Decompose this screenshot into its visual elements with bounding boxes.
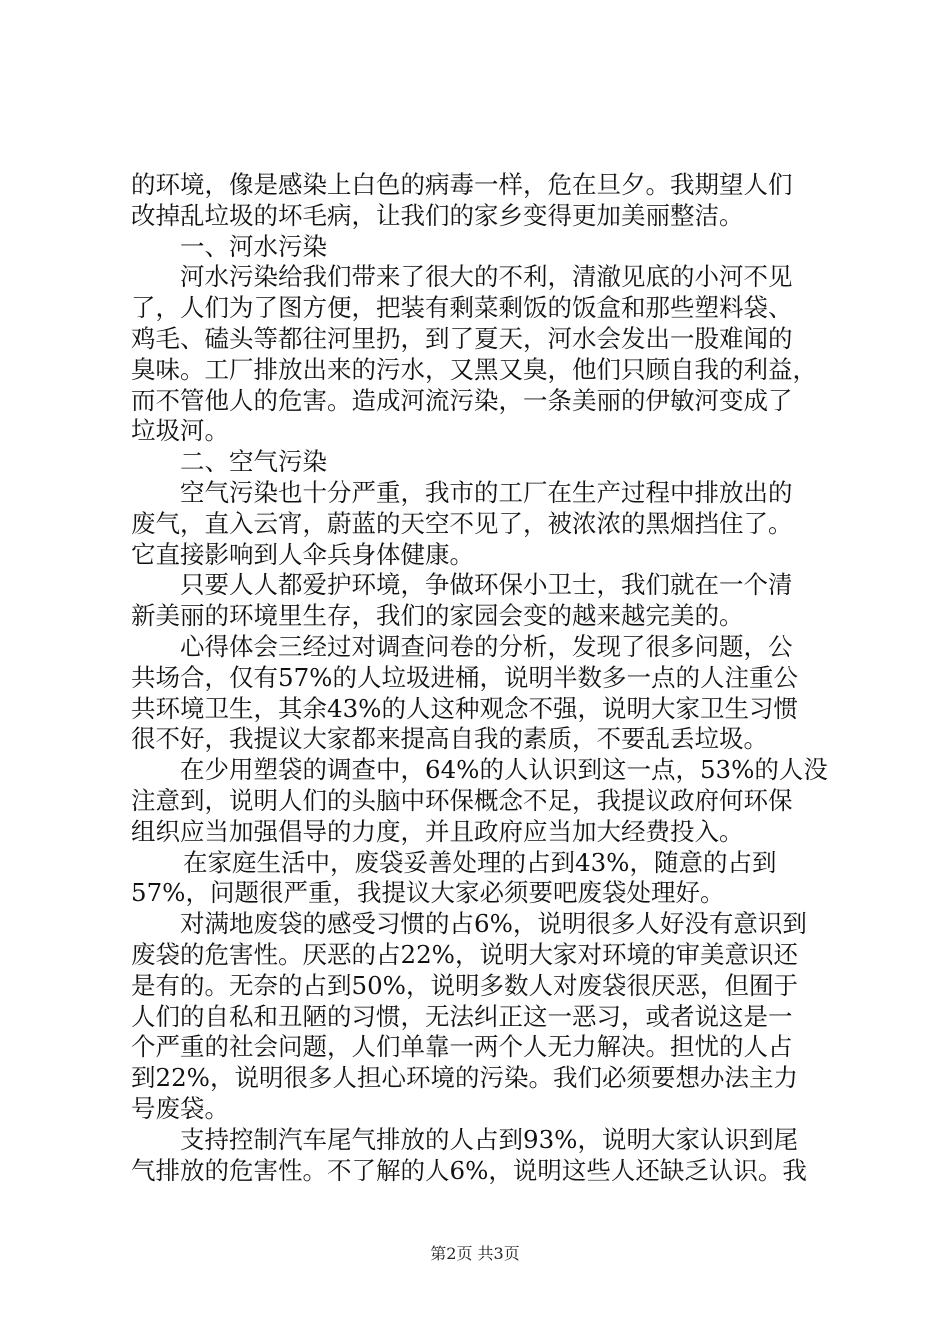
text-line: 的环境，像是感染上白色的病毒一样，危在旦夕。我期望人们 [131, 170, 793, 199]
text-line: 支持控制汽车尾气排放的人占到93%，说明大家认识到尾 [180, 1124, 798, 1154]
text-line: 心得体会三经过对调查问卷的分析，发现了很多问题，公 [180, 631, 793, 661]
text-line: 在少用塑袋的调查中，64%的人认识到这一点，53%的人没 [180, 755, 828, 785]
text-line: 只要人人都爱护环境，争做环保小卫士，我们就在一个清 [180, 570, 793, 600]
text-line: 共场合，仅有57%的人垃圾进桶，说明半数多一点的人注重公 [131, 662, 798, 692]
text-line: 废气，直入云宵，蔚蓝的天空不见了，被浓浓的黑烟挡住了。 [131, 508, 793, 538]
text-line: 了，人们为了图方便，把装有剩菜剩饭的饭盒和那些塑料袋、 [131, 293, 793, 323]
text-line: 到22%，说明很多人担心环境的污染。我们必须要想办法主力 [131, 1063, 798, 1093]
text-line: 臭味。工厂排放出来的污水，又黑又臭，他们只顾自我的利益， [131, 354, 817, 384]
text-line: 号废袋。 [131, 1093, 229, 1123]
text-line: 河水污染给我们带来了很大的不利，清澈见底的小河不见 [180, 262, 793, 292]
text-line: 新美丽的环境里生存，我们的家园会变的越来越完美的。 [131, 601, 744, 631]
text-line: 很不好，我提议大家都来提高自我的素质，不要乱丢垃圾。 [131, 724, 768, 754]
text-line: 它直接影响到人伞兵身体健康。 [131, 539, 474, 569]
text-line: 气排放的危害性。不了解的人6%，说明这些人还缺乏认识。我 [131, 1155, 807, 1185]
text-line: 组织应当加强倡导的力度，并且政府应当加大经费投入。 [131, 816, 744, 846]
text-line: 空气污染也十分严重，我市的工厂在生产过程中排放出的 [180, 477, 793, 507]
text-line: 是有的。无奈的占到50%，说明多数人对废袋很厌恶，但囿于 [131, 970, 798, 1000]
text-line: 鸡毛、磕头等都往河里扔，到了夏天，河水会发出一股难闻的 [131, 323, 793, 353]
text-line: 对满地废袋的感受习惯的占6%，说明很多人好没有意识到 [180, 909, 807, 939]
document-body [131, 170, 851, 1186]
text-line: 废袋的危害性。厌恶的占22%，说明大家对环境的审美意识还 [131, 939, 798, 969]
text-line: 垃圾河。 [131, 416, 229, 446]
text-line: 个严重的社会问题，人们单靠一两个人无力解决。担忧的人占 [131, 1032, 793, 1062]
page-footer: 第2页 共3页 [430, 1244, 520, 1263]
text-line: 共环境卫生，其余43%的人这种观念不强，说明大家卫生习惯 [131, 693, 798, 723]
text-line: 注意到，说明人们的头脑中环保概念不足，我提议政府何环保 [131, 785, 793, 815]
text-line: 57%，问题很严重，我提议大家必须要吧废袋处理好。 [131, 878, 725, 908]
text-line: 在家庭生活中，废袋妥善处理的占到43%，随意的占到 [183, 847, 777, 877]
text-line: 人们的自私和丑陋的习惯，无法纠正这一恶习，或者说这是一 [131, 1001, 793, 1031]
text-line: 而不管他人的危害。造成河流污染，一条美丽的伊敏河变成了 [131, 385, 793, 415]
text-line: 改掉乱垃圾的坏毛病，让我们的家乡变得更加美丽整洁。 [131, 200, 744, 230]
text-line: 二、空气污染 [180, 447, 327, 477]
text-line: 一、河水污染 [180, 231, 327, 261]
